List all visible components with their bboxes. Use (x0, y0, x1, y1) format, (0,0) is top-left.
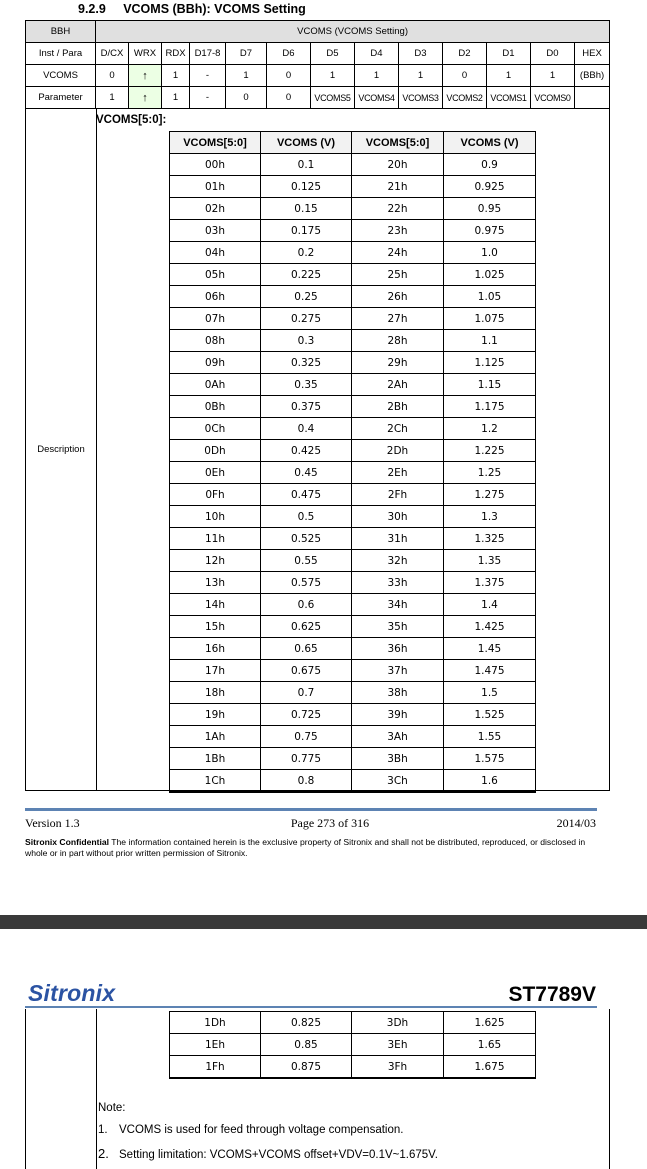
vcoms-table-row (170, 264, 536, 286)
column-header: WRX (129, 43, 162, 65)
vcoms-voltage-cell: 1.325 (444, 528, 536, 550)
vcoms-col-header: VCOMS (V) (261, 132, 352, 154)
vcoms-code-cell: 08h (170, 330, 261, 352)
vcoms-voltage-cell: 0.6 (261, 594, 352, 616)
vcoms-table-row (170, 374, 536, 396)
vcoms-code-cell: 22h (352, 198, 444, 220)
vcoms-code-cell: 29h (352, 352, 444, 374)
register-cell: 0 (267, 65, 311, 87)
vcoms-code-cell: 0Eh (170, 462, 261, 484)
vcoms-table-row (170, 352, 536, 374)
register-cell: 0 (226, 87, 267, 109)
vcoms-table-row (170, 726, 536, 748)
vcoms-voltage-cell: 1.225 (444, 440, 536, 462)
vcoms-table-row (170, 440, 536, 462)
vcoms-voltage-cell: 1.4 (444, 594, 536, 616)
vcoms-voltage-cell: 0.8 (261, 770, 352, 793)
vcoms-voltage-cell: 0.375 (261, 396, 352, 418)
column-header: D7 (226, 43, 267, 65)
vcoms-table-row (170, 1034, 536, 1056)
vcoms-code-cell: 01h (170, 176, 261, 198)
register-cell: 1 (487, 65, 531, 87)
register-vcoms-row (26, 65, 610, 87)
vcoms-code-cell: 1Ah (170, 726, 261, 748)
vcoms-voltage-cell: 1.45 (444, 638, 536, 660)
confidential-text: The information contained herein is the exclusive property of Sitronix and shall not be distributed, reproduced, or disclosed in whole or in part without prior written permission of Sitronix. (25, 837, 586, 858)
vcoms-voltage-cell: 1.525 (444, 704, 536, 726)
vcoms-code-cell: 0Bh (170, 396, 261, 418)
register-cell: 1 (162, 87, 190, 109)
vcoms-code-cell: 18h (170, 682, 261, 704)
vcoms-voltage-cell: 1.625 (444, 1012, 536, 1034)
vcoms-table-continued-body (170, 1012, 536, 1079)
vcoms-code-cell: 15h (170, 616, 261, 638)
vcoms-voltage-cell: 0.7 (261, 682, 352, 704)
register-cell: 0 (267, 87, 311, 109)
footer-confidential-notice (25, 837, 607, 859)
vcoms-voltage-cell: 1.15 (444, 374, 536, 396)
vcoms-voltage-cell: 0.5 (261, 506, 352, 528)
vcoms-voltage-cell: 0.25 (261, 286, 352, 308)
vcoms-code-cell: 2Ch (352, 418, 444, 440)
vcoms-table-row (170, 748, 536, 770)
column-header: D0 (531, 43, 575, 65)
vcoms-voltage-cell: 0.1 (261, 154, 352, 176)
vcoms-code-cell: 34h (352, 594, 444, 616)
note-title: Note: (98, 1102, 126, 1114)
register-cell: 0 (96, 65, 129, 87)
column-header: D2 (443, 43, 487, 65)
vcoms-code-cell: 24h (352, 242, 444, 264)
register-table (25, 20, 610, 109)
vcoms-voltage-cell: 0.4 (261, 418, 352, 440)
vcoms-voltage-cell: 0.975 (444, 220, 536, 242)
vcoms-code-cell: 05h (170, 264, 261, 286)
vcoms-code-cell: 2Bh (352, 396, 444, 418)
vcoms-code-cell: 23h (352, 220, 444, 242)
vcoms-table-row (170, 550, 536, 572)
vcoms-voltage-cell: 0.95 (444, 198, 536, 220)
vcoms-table (169, 131, 536, 793)
vcoms-code-cell: 06h (170, 286, 261, 308)
vcoms-voltage-cell: 0.875 (261, 1056, 352, 1079)
vcoms-code-cell: 16h (170, 638, 261, 660)
vcoms-code-cell: 14h (170, 594, 261, 616)
vcoms-voltage-cell: 0.625 (261, 616, 352, 638)
column-header: RDX (162, 43, 190, 65)
vcoms-voltage-cell: 0.475 (261, 484, 352, 506)
register-command-name: VCOMS (VCOMS Setting) (96, 21, 610, 43)
vcoms-code-cell: 03h (170, 220, 261, 242)
vcoms-col-header: VCOMS (V) (444, 132, 536, 154)
vcoms-voltage-cell: 1.5 (444, 682, 536, 704)
vcoms-voltage-cell: 0.85 (261, 1034, 352, 1056)
vcoms-label: VCOMS[5:0]: (96, 114, 167, 126)
note-number: 1. (98, 1124, 108, 1136)
description-label: Description (25, 108, 97, 791)
vcoms-voltage-cell: 0.425 (261, 440, 352, 462)
register-cell (575, 87, 610, 109)
vcoms-voltage-cell: 0.3 (261, 330, 352, 352)
vcoms-code-cell: 0Dh (170, 440, 261, 462)
column-header: HEX (575, 43, 610, 65)
vcoms-table-row (170, 528, 536, 550)
vcoms-voltage-cell: 1.35 (444, 550, 536, 572)
rising-edge-arrow-icon: ↑ (129, 65, 162, 87)
vcoms-voltage-cell: 1.2 (444, 418, 536, 440)
note-text: VCOMS is used for feed through voltage compensation. (119, 1124, 404, 1136)
vcoms-code-cell: 39h (352, 704, 444, 726)
vcoms-code-cell: 26h (352, 286, 444, 308)
vcoms-voltage-cell: 0.575 (261, 572, 352, 594)
vcoms-code-cell: 11h (170, 528, 261, 550)
vcoms-table-row (170, 396, 536, 418)
vcoms-code-cell: 1Ch (170, 770, 261, 793)
vcoms-voltage-cell: 0.9 (444, 154, 536, 176)
vcoms-code-cell: 0Ah (170, 374, 261, 396)
section-title (78, 2, 306, 16)
register-cell: VCOMS (26, 65, 96, 87)
vcoms-voltage-cell: 0.65 (261, 638, 352, 660)
vcoms-code-cell: 04h (170, 242, 261, 264)
note-item (98, 1146, 438, 1161)
register-cell: VCOMS5 (311, 87, 355, 109)
vcoms-table-row (170, 770, 536, 793)
column-header: D4 (355, 43, 399, 65)
vcoms-table-row (170, 506, 536, 528)
sitronix-logo: Sitronix (28, 980, 116, 1006)
description-label-continued (25, 1009, 97, 1169)
vcoms-voltage-cell: 0.675 (261, 660, 352, 682)
vcoms-voltage-cell: 1.3 (444, 506, 536, 528)
column-header: D6 (267, 43, 311, 65)
vcoms-table-row (170, 616, 536, 638)
vcoms-code-cell: 25h (352, 264, 444, 286)
register-cell: VCOMS3 (399, 87, 443, 109)
vcoms-voltage-cell: 0.275 (261, 308, 352, 330)
register-cell: 0 (443, 65, 487, 87)
vcoms-code-cell: 10h (170, 506, 261, 528)
vcoms-code-cell: 3Dh (352, 1012, 444, 1034)
vcoms-table-row (170, 1012, 536, 1034)
vcoms-voltage-cell: 0.175 (261, 220, 352, 242)
vcoms-voltage-cell: 0.75 (261, 726, 352, 748)
register-cell: 1 (162, 65, 190, 87)
vcoms-code-cell: 3Fh (352, 1056, 444, 1079)
vcoms-code-cell: 27h (352, 308, 444, 330)
vcoms-table-row (170, 220, 536, 242)
vcoms-voltage-cell: 0.225 (261, 264, 352, 286)
column-header: Inst / Para (26, 43, 96, 65)
register-command-code: BBH (26, 21, 96, 43)
vcoms-table-row (170, 198, 536, 220)
vcoms-table-row (170, 594, 536, 616)
note-number: 2. (98, 1146, 109, 1161)
register-cell: 1 (96, 87, 129, 109)
footer-version: Version 1.3 (25, 816, 80, 830)
vcoms-code-cell: 32h (352, 550, 444, 572)
vcoms-code-cell: 02h (170, 198, 261, 220)
vcoms-table-row (170, 660, 536, 682)
confidential-label: Sitronix Confidential (25, 837, 110, 847)
vcoms-voltage-cell: 1.425 (444, 616, 536, 638)
vcoms-code-cell: 31h (352, 528, 444, 550)
vcoms-table-row (170, 242, 536, 264)
vcoms-code-cell: 00h (170, 154, 261, 176)
vcoms-table-row (170, 484, 536, 506)
vcoms-voltage-cell: 1.1 (444, 330, 536, 352)
vcoms-code-cell: 07h (170, 308, 261, 330)
vcoms-table-row (170, 418, 536, 440)
vcoms-code-cell: 13h (170, 572, 261, 594)
register-header-row (26, 21, 610, 43)
vcoms-voltage-cell: 1.6 (444, 770, 536, 793)
vcoms-code-cell: 1Eh (170, 1034, 261, 1056)
register-cell: VCOMS0 (531, 87, 575, 109)
vcoms-voltage-cell: 1.125 (444, 352, 536, 374)
vcoms-code-cell: 38h (352, 682, 444, 704)
section-number: 9.2.9 (78, 2, 106, 16)
vcoms-voltage-cell: 0.15 (261, 198, 352, 220)
vcoms-code-cell: 2Fh (352, 484, 444, 506)
vcoms-code-cell: 33h (352, 572, 444, 594)
vcoms-voltage-cell: 0.45 (261, 462, 352, 484)
vcoms-voltage-cell: 0.525 (261, 528, 352, 550)
vcoms-code-cell: 09h (170, 352, 261, 374)
vcoms-table-row (170, 1056, 536, 1079)
vcoms-code-cell: 17h (170, 660, 261, 682)
vcoms-code-cell: 19h (170, 704, 261, 726)
register-columns-row (26, 43, 610, 65)
vcoms-table-row (170, 462, 536, 484)
vcoms-voltage-cell: 1.65 (444, 1034, 536, 1056)
vcoms-voltage-cell: 1.075 (444, 308, 536, 330)
column-header: D1 (487, 43, 531, 65)
vcoms-table-body (170, 154, 536, 793)
vcoms-voltage-cell: 1.025 (444, 264, 536, 286)
vcoms-code-cell: 28h (352, 330, 444, 352)
vcoms-voltage-cell: 1.275 (444, 484, 536, 506)
vcoms-code-cell: 3Ah (352, 726, 444, 748)
vcoms-table-row (170, 286, 536, 308)
vcoms-code-cell: 2Eh (352, 462, 444, 484)
register-cell: 1 (531, 65, 575, 87)
register-cell: Parameter (26, 87, 96, 109)
vcoms-voltage-cell: 1.575 (444, 748, 536, 770)
vcoms-table-header (170, 132, 536, 154)
vcoms-table-row (170, 176, 536, 198)
register-cell: VCOMS2 (443, 87, 487, 109)
vcoms-code-cell: 3Eh (352, 1034, 444, 1056)
vcoms-voltage-cell: 0.2 (261, 242, 352, 264)
note-item (98, 1124, 403, 1136)
vcoms-code-cell: 2Dh (352, 440, 444, 462)
register-cell: VCOMS1 (487, 87, 531, 109)
note-text: Setting limitation: VCOMS+VCOMS offset+VDV=0.1V~1.675V. (119, 1149, 438, 1161)
vcoms-code-cell: 1Fh (170, 1056, 261, 1079)
vcoms-code-cell: 3Ch (352, 770, 444, 793)
column-header: D5 (311, 43, 355, 65)
vcoms-voltage-cell: 1.375 (444, 572, 536, 594)
vcoms-code-cell: 12h (170, 550, 261, 572)
vcoms-table-row (170, 330, 536, 352)
vcoms-code-cell: 21h (352, 176, 444, 198)
vcoms-voltage-cell: 1.175 (444, 396, 536, 418)
column-header: D/CX (96, 43, 129, 65)
footer-date: 2014/03 (556, 816, 596, 830)
vcoms-col-header: VCOMS[5:0] (170, 132, 261, 154)
vcoms-table-row (170, 682, 536, 704)
vcoms-table-row (170, 154, 536, 176)
vcoms-table-row (170, 572, 536, 594)
vcoms-voltage-cell: 1.05 (444, 286, 536, 308)
vcoms-table-row (170, 638, 536, 660)
vcoms-table-row (170, 704, 536, 726)
vcoms-table-continued (169, 1011, 536, 1079)
register-parameter-row (26, 87, 610, 109)
vcoms-voltage-cell: 0.325 (261, 352, 352, 374)
rising-edge-arrow-icon: ↑ (129, 87, 162, 109)
vcoms-voltage-cell: 0.55 (261, 550, 352, 572)
vcoms-code-cell: 36h (352, 638, 444, 660)
register-cell: VCOMS4 (355, 87, 399, 109)
vcoms-code-cell: 35h (352, 616, 444, 638)
vcoms-code-cell: 1Bh (170, 748, 261, 770)
footer-page-number: Page 273 of 316 (290, 816, 370, 830)
vcoms-voltage-cell: 0.925 (444, 176, 536, 198)
vcoms-voltage-cell: 1.675 (444, 1056, 536, 1079)
register-cell: 1 (311, 65, 355, 87)
section-name: VCOMS (BBh): VCOMS Setting (123, 2, 306, 16)
register-cell: 1 (226, 65, 267, 87)
vcoms-voltage-cell: 1.55 (444, 726, 536, 748)
vcoms-col-header: VCOMS[5:0] (352, 132, 444, 154)
vcoms-table-row (170, 308, 536, 330)
vcoms-code-cell: 2Ah (352, 374, 444, 396)
register-cell: 1 (355, 65, 399, 87)
vcoms-code-cell: 3Bh (352, 748, 444, 770)
vcoms-voltage-cell: 0.35 (261, 374, 352, 396)
vcoms-code-cell: 0Ch (170, 418, 261, 440)
vcoms-voltage-cell: 0.775 (261, 748, 352, 770)
chip-model: ST7789V (508, 983, 596, 1006)
vcoms-code-cell: 30h (352, 506, 444, 528)
column-header: D3 (399, 43, 443, 65)
vcoms-code-cell: 37h (352, 660, 444, 682)
vcoms-code-cell: 1Dh (170, 1012, 261, 1034)
column-header: D17-8 (190, 43, 226, 65)
vcoms-voltage-cell: 0.125 (261, 176, 352, 198)
register-cell: (BBh) (575, 65, 610, 87)
footer-divider (25, 808, 597, 811)
vcoms-voltage-cell: 1.25 (444, 462, 536, 484)
header-divider (25, 1006, 597, 1008)
register-cell: 1 (399, 65, 443, 87)
vcoms-voltage-cell: 1.0 (444, 242, 536, 264)
register-cell: - (190, 87, 226, 109)
vcoms-voltage-cell: 0.725 (261, 704, 352, 726)
page-separator (0, 915, 647, 929)
vcoms-code-cell: 20h (352, 154, 444, 176)
vcoms-voltage-cell: 1.475 (444, 660, 536, 682)
register-cell: - (190, 65, 226, 87)
vcoms-voltage-cell: 0.825 (261, 1012, 352, 1034)
vcoms-code-cell: 0Fh (170, 484, 261, 506)
